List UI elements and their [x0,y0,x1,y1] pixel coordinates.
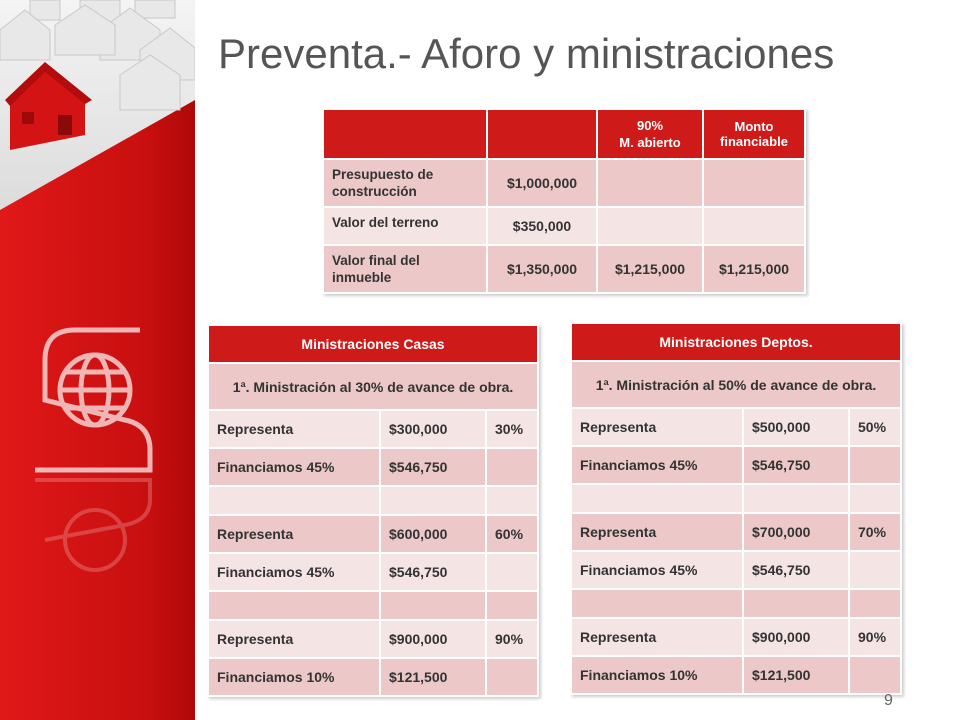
casas-subheader: 1ª. Ministración al 30% de avance de obra. [208,363,538,410]
table-row [208,553,538,591]
table-row [323,159,805,207]
row-pct: 70% [849,513,901,551]
row-pct: 90% [849,618,901,656]
row-open [597,159,703,207]
row-pct: 50% [849,408,901,446]
row-label: Representa [571,513,743,551]
table-row [571,589,901,618]
row-amount: $121,500 [743,656,849,694]
row-pct [849,656,901,694]
deptos-subheader: 1ª. Ministración al 50% de avance de obra. [571,361,901,408]
table-row [571,513,901,551]
row-amount [743,589,849,618]
row-pct [486,591,538,620]
row-pct [849,446,901,484]
casas-table [207,324,539,697]
aforo-header-row [323,109,805,159]
row-pct [849,589,901,618]
table-row [323,207,805,245]
row-label [208,486,380,515]
row-amount: $900,000 [743,618,849,656]
table-row [208,515,538,553]
row-pct: 90% [486,620,538,658]
header-financiable: Monto financiable [703,109,805,159]
row-amount: $546,750 [743,551,849,589]
row-pct [486,486,538,515]
row-label: Representa [208,410,380,448]
row-pct: 30% [486,410,538,448]
row-amount [380,486,486,515]
row-label: Financiamos 45% [571,446,743,484]
table-row [208,658,538,696]
row-amount: $546,750 [380,553,486,591]
row-label [571,589,743,618]
deptos-header: Ministraciones Deptos. [571,323,901,361]
row-amount: $546,750 [743,446,849,484]
row-label: Presupuesto de construcción [323,159,487,207]
row-label [208,591,380,620]
table-row [208,486,538,515]
page-title: Preventa.- Aforo y ministraciones [218,30,835,77]
header-cell-empty [323,109,487,159]
row-amount: $300,000 [380,410,486,448]
row-amount: $600,000 [380,515,486,553]
row-label: Representa [208,620,380,658]
row-label: Financiamos 45% [208,553,380,591]
row-amount [380,591,486,620]
row-label: Representa [208,515,380,553]
row-label [571,484,743,513]
row-amount: $700,000 [743,513,849,551]
table-row [208,591,538,620]
row-open: $1,215,000 [597,245,703,293]
row-amount: $500,000 [743,408,849,446]
row-open [597,207,703,245]
row-label: Financiamos 10% [208,658,380,696]
row-value: $1,350,000 [487,245,597,293]
row-pct [849,484,901,513]
row-value: $1,000,000 [487,159,597,207]
table-row [208,410,538,448]
row-financiable [703,207,805,245]
row-pct [486,448,538,486]
header-open-market: 90% M. abierto [597,109,703,159]
row-amount: $900,000 [380,620,486,658]
table-row [571,408,901,446]
deptos-table [570,322,902,695]
table-row [571,484,901,513]
row-label: Representa [571,408,743,446]
page-number: 9 [884,692,893,709]
row-financiable [703,159,805,207]
row-pct [486,658,538,696]
row-label: Financiamos 45% [208,448,380,486]
sidebar-graphic [0,0,195,720]
table-row [571,656,901,694]
row-financiable: $1,215,000 [703,245,805,293]
row-pct: 60% [486,515,538,553]
table-row [208,620,538,658]
sidebar-decoration [0,0,195,720]
table-row [323,245,805,293]
row-amount: $546,750 [380,448,486,486]
row-pct [486,553,538,591]
row-amount: $121,500 [380,658,486,696]
row-label: Financiamos 45% [571,551,743,589]
table-row [208,448,538,486]
casas-header: Ministraciones Casas [208,325,538,363]
row-value: $350,000 [487,207,597,245]
row-amount [743,484,849,513]
row-label: Financiamos 10% [571,656,743,694]
row-pct [849,551,901,589]
table-row [571,551,901,589]
row-label: Representa [571,618,743,656]
table-row [571,618,901,656]
table-row [571,446,901,484]
row-label: Valor del terreno [323,207,487,245]
header-cell-empty [487,109,597,159]
row-label: Valor final del inmueble [323,245,487,293]
aforo-table [322,108,806,294]
